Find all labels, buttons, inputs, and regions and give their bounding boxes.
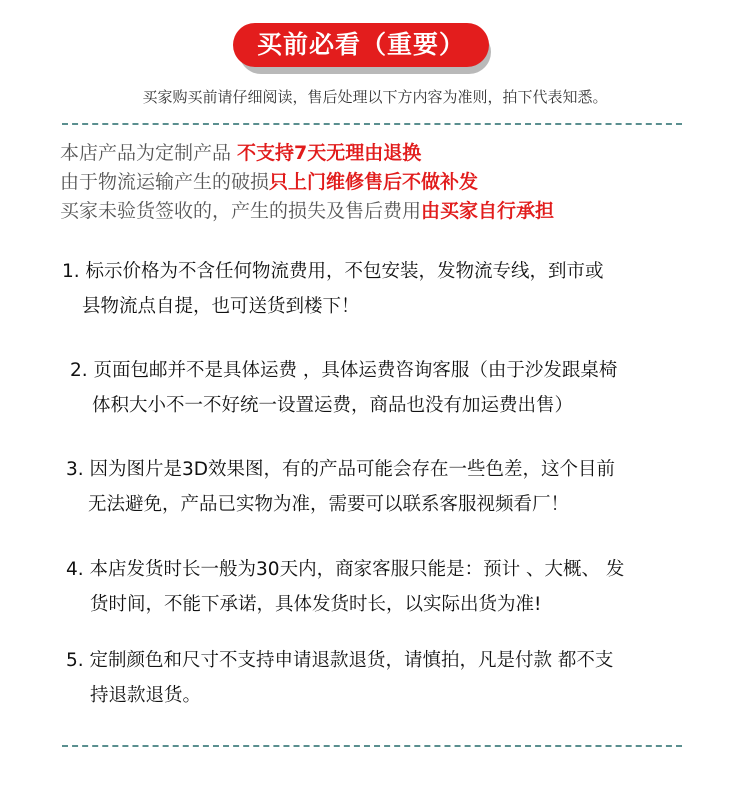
rule-line-2: 体积大小不一不好统一设置运费，商品也没有加运费出售） <box>92 395 574 416</box>
rule-line-2: 县物流点自提，也可送货到楼下！ <box>82 296 360 317</box>
notice-emphasis: 由买家自行承担 <box>421 200 555 222</box>
notice-emphasis: 只上门维修售后不做补发 <box>269 171 479 193</box>
rule-line-1: 2. 页面包邮并不是具体运费 ，具体运费咨询客服（由于沙发跟桌椅 <box>70 360 618 381</box>
rule-item-3 <box>66 452 615 522</box>
rule-item-4 <box>66 552 624 622</box>
rule-line-1: 5. 定制颜色和尺寸不支持申请退款退货，请慎拍，凡是付款 都不支 <box>66 650 614 671</box>
rule-item-1 <box>62 254 604 324</box>
notice-text: 本店产品为定制产品 <box>60 142 238 164</box>
rule-line-2: 货时间，不能下承诺，具体发货时长，以实际出货为准! <box>90 594 542 615</box>
notice-line-2 <box>60 170 478 194</box>
notice-emphasis: 不支持7天无理由退换 <box>237 142 422 164</box>
divider-top <box>62 123 682 125</box>
rule-line-1: 4. 本店发货时长一般为30天内，商家客服只能是：预计 、大概、 发 <box>66 559 625 580</box>
notice-text: 买家未验货签收的，产生的损失及售后费用 <box>60 200 422 222</box>
banner-title: 买前必看（重要） <box>233 23 489 67</box>
divider-bottom <box>62 745 682 747</box>
rule-item-5 <box>66 643 613 713</box>
notice-text: 由于物流运输产生的破损 <box>60 171 270 193</box>
subtitle: 买家购买前请仔细阅读，售后处理以下方内容为准则，拍下代表知悉。 <box>142 88 608 106</box>
rule-line-2: 持退款退货。 <box>90 685 202 706</box>
notice-line-1 <box>60 141 421 165</box>
rule-line-1: 3. 因为图片是3D效果图，有的产品可能会存在一些色差，这个目前 <box>66 459 616 480</box>
rule-item-2 <box>70 353 617 423</box>
notice-line-3 <box>60 199 554 223</box>
rule-line-1: 1. 标示价格为不含任何物流费用，不包安装，发物流专线，到市或 <box>62 261 604 282</box>
title-banner <box>233 23 495 71</box>
rule-line-2: 无法避免，产品已实物为准，需要可以联系客服视频看厂！ <box>88 494 570 515</box>
